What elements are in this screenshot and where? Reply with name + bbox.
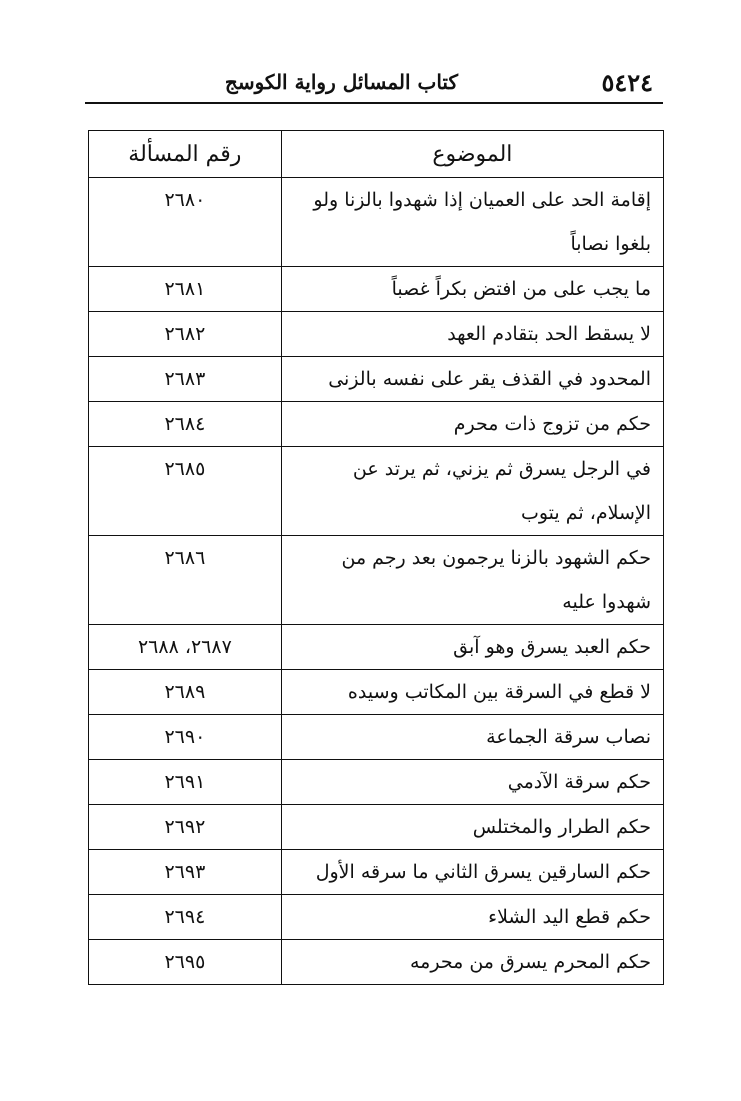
row-topic: حكم سرقة الآدمي [281, 760, 663, 805]
table-row [89, 536, 664, 625]
table-row [89, 805, 664, 850]
row-number: ٢٦٨٩ [89, 670, 282, 715]
row-topic: لا قطع في السرقة بين المكاتب وسيده [281, 670, 663, 715]
page-header [85, 66, 663, 104]
column-header-number: رقم المسألة [89, 131, 282, 178]
row-topic: المحدود في القذف يقر على نفسه بالزنى [281, 357, 663, 402]
table-row [89, 715, 664, 760]
table-row [89, 267, 664, 312]
page-number: ٥٤٢٤ [601, 68, 653, 97]
row-number: ٢٦٩٠ [89, 715, 282, 760]
table-header-row [89, 131, 664, 178]
row-number: ٢٦٩٤ [89, 895, 282, 940]
row-number: ٢٦٨٣ [89, 357, 282, 402]
table-row [89, 625, 664, 670]
table-row [89, 895, 664, 940]
table-row [89, 402, 664, 447]
row-topic: حكم العبد يسرق وهو آبق [281, 625, 663, 670]
row-number: ٢٦٨٤ [89, 402, 282, 447]
row-topic: نصاب سرقة الجماعة [281, 715, 663, 760]
row-topic: حكم السارقين يسرق الثاني ما سرقه الأول [281, 850, 663, 895]
row-topic: ما يجب على من افتض بكراً غصباً [281, 267, 663, 312]
row-number: ٢٦٨١ [89, 267, 282, 312]
column-header-topic: الموضوع [281, 131, 663, 178]
row-number: ٢٦٨٧، ٢٦٨٨ [89, 625, 282, 670]
row-number: ٢٦٩٣ [89, 850, 282, 895]
row-number: ٢٦٨٢ [89, 312, 282, 357]
row-topic: في الرجل يسرق ثم يزني، ثم يرتد عن الإسلام، ثم يتوب [281, 447, 663, 536]
table-row [89, 357, 664, 402]
row-topic: حكم قطع اليد الشلاء [281, 895, 663, 940]
row-number: ٢٦٩٥ [89, 940, 282, 985]
table-row [89, 760, 664, 805]
row-topic: إقامة الحد على العميان إذا شهدوا بالزنا ولو بلغوا نصاباً [281, 178, 663, 267]
row-number: ٢٦٩٢ [89, 805, 282, 850]
index-table [88, 130, 664, 985]
row-topic: حكم من تزوج ذات محرم [281, 402, 663, 447]
row-topic: حكم الطرار والمختلس [281, 805, 663, 850]
table-row [89, 447, 664, 536]
row-number: ٢٦٨٥ [89, 447, 282, 536]
row-topic: حكم الشهود بالزنا يرجمون بعد رجم من شهدوا عليه [281, 536, 663, 625]
book-title: كتاب المسائل رواية الكوسج [224, 70, 458, 94]
row-number: ٢٦٨٦ [89, 536, 282, 625]
row-topic: لا يسقط الحد بتقادم العهد [281, 312, 663, 357]
row-number: ٢٦٨٠ [89, 178, 282, 267]
table-row [89, 850, 664, 895]
row-topic: حكم المحرم يسرق من محرمه [281, 940, 663, 985]
row-number: ٢٦٩١ [89, 760, 282, 805]
table-row [89, 670, 664, 715]
table-row [89, 312, 664, 357]
table-row [89, 178, 664, 267]
table-row [89, 940, 664, 985]
